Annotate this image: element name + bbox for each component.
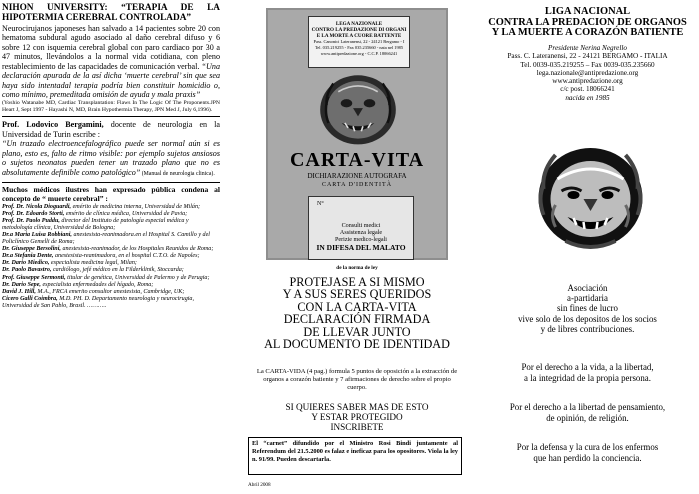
principle-line: de opinión, de religión. — [546, 412, 629, 423]
medico-item — [2, 296, 220, 310]
nihon-quote: “Una declaración apurada de la así dicha ‘muerte cerebral’ sin que sea haya sido intentadal terapia podría bien constituir homicidio o, como mínimo, premeditada omisión de ayuda y mala praxis” — [2, 61, 220, 100]
carta-details: La CARTA-VIDA (4 pag.) formula 5 puntos de oposición a la extracción de organos a corazón batiente y 7 afirmaciones de derecho sobre el propio cuerpo. — [256, 368, 458, 391]
lion-icon — [535, 145, 646, 251]
principle-line: Por el derecho a la libertad de pensamiento, — [509, 402, 666, 412]
principle-line: Por el derecho a la vida, a la libertad, — [521, 362, 654, 372]
medico-item — [2, 211, 220, 218]
card-header — [308, 16, 410, 68]
medico-description: emérito de medicina interna, Universidad de Milán; — [71, 203, 201, 210]
medico-item — [2, 246, 220, 253]
carnet-warning-box: El “carnet” difundido por el Ministro Rosi Bindi juntamente al Referendum del 21.5.2000 es falaz e ineficaz para los opositores. Viola la ley n. 91/99. Pueden descartarla. — [248, 437, 462, 475]
divider — [2, 116, 220, 117]
slogan-line: AL DOCUMENTO DE IDENTIDAD — [264, 337, 450, 352]
medico-name: Dr. Dario Sepe, — [2, 281, 41, 288]
medico-name: Prof. Giuseppe Sermonti, — [2, 274, 66, 281]
nihon-paragraph — [2, 24, 220, 100]
presidente: Presidente Nerina Negrello — [548, 44, 627, 52]
medico-item — [2, 282, 220, 289]
bergamini-reference: (Manual de neurologia clinica). — [140, 170, 215, 177]
bergamini-quote: “Un trazado electroencefalográfico puede ser normal aún si es plano, esto es, falto de ritmo visible: por ejemplo sujetos ansiosos o sujetos neonatos pueden tener un trazado plano que no es absolutamente definible como patológico” — [2, 139, 220, 177]
postal-account: c/c post. 18066241 — [560, 85, 615, 94]
website[interactable]: www.antipredazione.org — [552, 77, 623, 86]
medico-name: Dr. Paolo Bavastro, — [2, 267, 52, 274]
card-tel: Tel. 035.219255 - Fax 035.235660 - nata nel 1985 — [314, 45, 404, 50]
principle-pensamiento — [478, 402, 697, 423]
norma-caption: de la norma de ley — [336, 265, 378, 271]
slogan — [244, 276, 470, 350]
principle-line: Por la defensa y la cura de los enfermos — [516, 442, 659, 452]
card-address: Pass. Canonici Lateranensi, 22 - 24121 Bergamo - I — [313, 39, 405, 44]
principle-line: que han perdido la conciencia. — [533, 452, 642, 463]
asociacion-line: Asociación — [567, 283, 608, 293]
card-difesa: IN DIFESA DEL MALATO — [316, 243, 406, 252]
nihon-reference: (Yoshio Watanabe MD, Cardiac Transplantation: Flaws In The Logic Of The Proponents.JPN Heart J, Sept 1997 - Hayashi N, MD, Brain Hypothermia Therapy, JPN Med J, July 6,1996). — [2, 99, 220, 113]
lion-icon — [316, 72, 400, 146]
medico-description: especialista medicina legal, Milan; — [49, 260, 137, 267]
medico-description: anestesista-reanimador, de los Hospitales Reunidos de Roma; — [60, 246, 214, 253]
liga-contact — [478, 44, 697, 102]
medico-item — [2, 275, 220, 282]
card-title: CARTA-VITA — [289, 149, 425, 171]
bergamini-intro: docente de neurologia en la Universidad de Turin escribe : — [2, 120, 220, 139]
saber-line: Y ESTAR PROTEGIDO — [311, 412, 403, 422]
liga-line: Y LA MUERTE A CORAZÓN BATIENTE — [491, 27, 684, 39]
medico-name: Prof. Dr. Paolo Puddu, — [2, 217, 60, 224]
divider — [2, 182, 220, 183]
medico-description: M.A., FRCA emerito consultor anestesista, Cambridge, UK; — [35, 288, 185, 295]
medico-item — [2, 204, 220, 211]
nihon-body: Neurocirujanos japoneses han salvado a 14 pacientes sobre 20 con hematoma subdural agudo asociado al daño cerebral difuso y 6 sobre 12 con isquemia cerebral global con paro cardiaco por 30 a 47 minutos, llevándolos a la normal vida cotidiana, con pleno restablecimiento de las capacidades de comunicación verbal. — [2, 23, 220, 71]
medico-item — [2, 289, 220, 296]
medico-item — [2, 232, 220, 246]
principle-vida — [478, 362, 697, 383]
medico-description: especialista enfermedades del hígado, Roma; — [40, 281, 154, 288]
medico-name: Cicero Galli Coimbra, — [2, 295, 58, 302]
bergamini-quote-paragraph — [2, 139, 220, 179]
principle-line: a la integridad de la propia persona. — [524, 372, 651, 383]
medico-description: cardiólogo, jefé médico en la Filderklinik, Stoccarda; — [51, 267, 184, 274]
medico-description: anestesista-reanimadora.en el Hospital S. Camillo y del Policlínico Gemelli de Roma; — [2, 231, 210, 246]
medico-name: Dr.a Maria Luisa Robbiani, — [2, 231, 72, 238]
medico-name: Prof. Dr. Nicola Dioguardi, — [2, 203, 72, 210]
medicos-list — [2, 204, 220, 310]
bergamini-name: Prof. Lodovico Bergamini, — [2, 120, 104, 130]
medico-description: M.D. PH. D. Departamento neurologia y neurocirugia, Universidad de San Pablo, Brasil. ……….. — [2, 295, 195, 309]
medico-name: Dr. Dario Miedico, — [2, 260, 50, 267]
bergamini-paragraph — [2, 120, 220, 139]
medico-description: director del Instituto de patología especial médica y metodología clínica, Universidad de Bologna; — [2, 217, 189, 231]
asociacion-line: y de libres contribuciones. — [540, 323, 635, 334]
asociacion-line: vive solo de los depositos de los socios — [518, 313, 657, 324]
medico-item — [2, 253, 220, 260]
medico-name: Dr. Giuseppe Bersolini, — [2, 246, 61, 253]
medico-name: David J. Hill, — [2, 288, 36, 295]
saber-line: INSCRIBETE — [330, 422, 384, 432]
middle-column — [244, 0, 470, 494]
medicos-title: Muchos médicos ilustres han expresado pública condena al concepto de “ muerte cerebral” : — [2, 185, 220, 203]
asociacion — [478, 283, 697, 334]
saber-mas — [244, 402, 470, 432]
nihon-title: NIHON UNIVERSITY: “TERAPIA DE LA HIPOTERMIA CEREBRAL CONTROLADA” — [2, 3, 220, 24]
left-column — [2, 0, 220, 494]
asociacion-line: a-partidaria — [567, 293, 608, 304]
slogan-line: DECLARACIÓN FIRMADA — [283, 312, 431, 327]
print-date: Abril 2008 — [248, 482, 271, 488]
card-morte: E LA MORTE A CUORE BATTENTE — [316, 33, 402, 39]
card-lega: LEGA NAZIONALE — [335, 21, 383, 27]
liga-title — [478, 7, 697, 39]
right-column — [478, 0, 697, 494]
card-web: www.antipredazione.org - C.C.P. 18066241 — [320, 51, 398, 56]
slogan-line: PROTEJASE A SI MISMO — [289, 275, 425, 289]
card-line: Perizie medico-legali — [335, 237, 387, 243]
founded: nacida en 1985 — [565, 93, 610, 102]
slogan-line: Y A SUS SERES QUERIDOS — [282, 287, 432, 302]
card-contro: CONTRO LA PREDAZIONE DI ORGANI — [311, 27, 407, 33]
card-line: Assistenza legale — [339, 230, 383, 236]
carta-vita-card-image — [266, 8, 448, 260]
medico-name: Dr.a Stefania Dente, — [2, 253, 54, 260]
email[interactable]: lega.nazionale@antipredazione.org — [536, 68, 639, 77]
liga-line: CONTRA LA PREDACION DE ORGANOS — [488, 16, 687, 28]
medico-item — [2, 267, 220, 274]
medico-item — [2, 218, 220, 232]
address: Pass. C. Lateranensi, 22 - 24121 BERGAMO - ITALIA — [507, 52, 668, 61]
saber-line: SI QUIERES SABER MAS DE ESTO — [285, 402, 429, 412]
card-box — [308, 196, 414, 260]
card-number: N° — [317, 201, 324, 207]
principle-enfermos — [478, 442, 697, 463]
card-line: Consulti medici — [341, 223, 381, 229]
liga-line: LIGA NACIONAL — [544, 6, 631, 17]
slogan-line: DE LLEVAR JUNTO — [303, 324, 411, 339]
asociacion-line: sin fines de lucro — [557, 303, 618, 314]
tel-fax: Tel. 0039-035.219255 – Fax 0039-035.235660 — [520, 60, 655, 69]
medico-description: titular de genética, Universidad de Palermo y de Perugia; — [65, 274, 210, 281]
card-identity: CARTA D'IDENTITÀ — [321, 182, 393, 188]
medico-name: Prof. Dr. Edoardo Storti, — [2, 210, 65, 217]
card-subtitle: DICHIARAZIONE AUTOGRAFA — [307, 172, 407, 180]
slogan-line: CON LA CARTA-VITA — [297, 299, 417, 314]
medico-description: emérito de clínica médica, Universidad de Pavia; — [64, 210, 188, 217]
medico-description: anestesista-reanimadora, en el hospital C.T.O. de Napoles; — [53, 253, 200, 260]
